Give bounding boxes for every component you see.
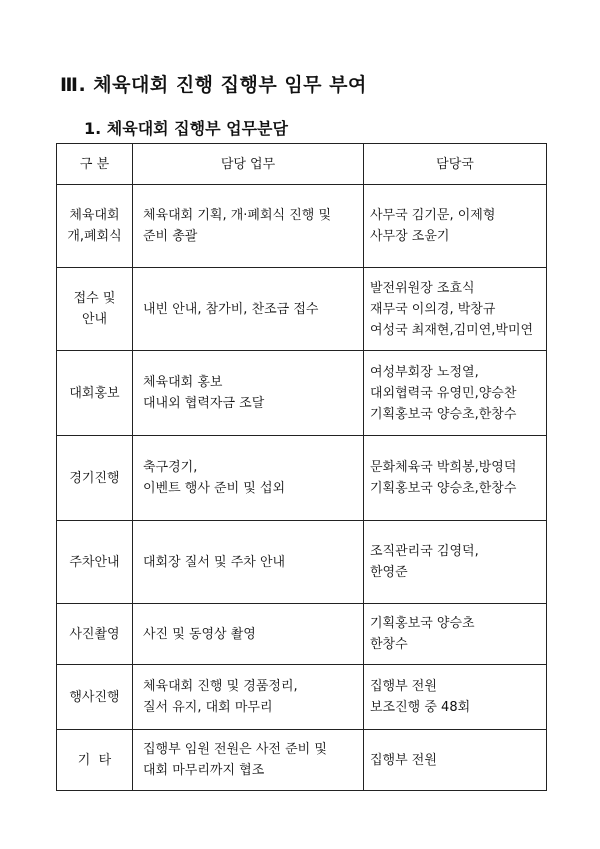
department-cell: 집행부 전원 (364, 730, 547, 791)
header-department: 담당국 (364, 144, 547, 185)
category-cell: 경기진행 (57, 436, 133, 521)
task-cell: 내빈 안내, 참가비, 찬조금 접수 (133, 268, 364, 351)
table-header-row (57, 144, 547, 185)
category-cell: 주차안내 (57, 521, 133, 604)
department-cell: 기획홍보국 양승초 한창수 (364, 604, 547, 665)
department-cell: 문화체육국 박희봉,방영덕 기획홍보국 양승초,한창수 (364, 436, 547, 521)
task-cell: 사진 및 동영상 촬영 (133, 604, 364, 665)
table-row (57, 268, 547, 351)
header-category: 구 분 (57, 144, 133, 185)
category-cell: 사진촬영 (57, 604, 133, 665)
category-cell: 행사진행 (57, 665, 133, 730)
table-row (57, 521, 547, 604)
task-cell: 체육대회 진행 및 경품정리, 질서 유지, 대회 마무리 (133, 665, 364, 730)
table-row (57, 604, 547, 665)
table-row (57, 351, 547, 436)
department-cell: 발전위원장 조효식 재무국 이의경, 박창규 여성국 최재현,김미연,박미연 (364, 268, 547, 351)
category-cell: 체육대회 개,폐회식 (57, 185, 133, 268)
department-cell: 여성부회장 노정열, 대외협력국 유영민,양승찬 기획홍보국 양승초,한창수 (364, 351, 547, 436)
duty-assignment-table (56, 143, 547, 791)
table-row (57, 436, 547, 521)
task-cell: 축구경기, 이벤트 행사 준비 및 섭외 (133, 436, 364, 521)
department-cell: 사무국 김기문, 이제형 사무장 조윤기 (364, 185, 547, 268)
table-row (57, 730, 547, 791)
header-tasks: 담당 업무 (133, 144, 364, 185)
subsection-title: 1. 체육대회 집행부 업무분담 (84, 119, 288, 138)
table-row (57, 185, 547, 268)
table-row (57, 665, 547, 730)
category-cell: 접수 및 안내 (57, 268, 133, 351)
department-cell: 집행부 전원 보조진행 중 48회 (364, 665, 547, 730)
task-cell: 체육대회 홍보 대내외 협력자금 조달 (133, 351, 364, 436)
task-cell: 집행부 임원 전원은 사전 준비 및 대회 마무리까지 협조 (133, 730, 364, 791)
category-cell: 대회홍보 (57, 351, 133, 436)
section-title: Ⅲ. 체육대회 진행 집행부 임무 부여 (60, 74, 367, 96)
department-cell: 조직관리국 김영덕, 한영준 (364, 521, 547, 604)
task-cell: 체육대회 기획, 개·폐회식 진행 및 준비 총괄 (133, 185, 364, 268)
task-cell: 대회장 질서 및 주차 안내 (133, 521, 364, 604)
category-cell: 기 타 (57, 730, 133, 791)
